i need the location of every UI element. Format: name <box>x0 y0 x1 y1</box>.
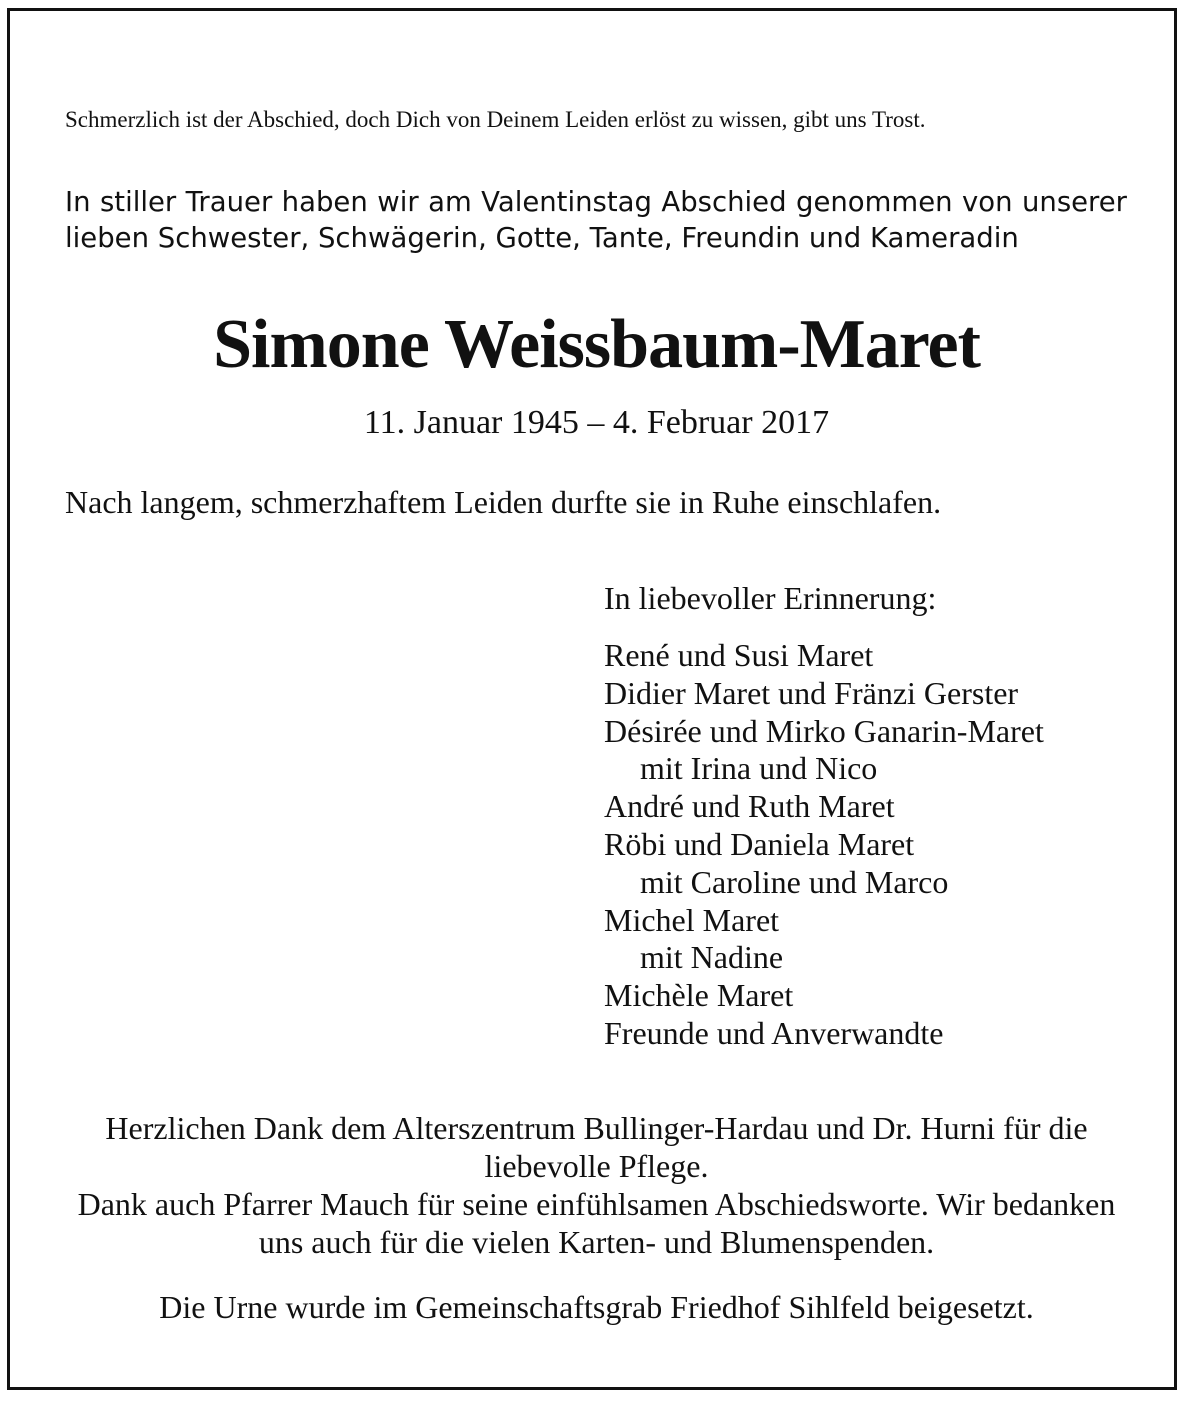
passing-statement: Nach langem, schmerzhaftem Leiden durfte sie in Ruhe einschlafen. <box>65 484 942 520</box>
mourner-entry-children: mit Nadine <box>640 939 784 976</box>
mourners-list <box>604 637 1044 1053</box>
thanks-care: Herzlichen Dank dem Alterszentrum Bullinger-Hardau und Dr. Hurni für die liebevolle Pflege. <box>105 1110 1088 1184</box>
mourner-entry-children: mit Irina und Nico <box>640 750 878 787</box>
mourner-entry: André und Ruth Maret <box>604 788 895 825</box>
mourner-entry: Didier Maret und Fränzi Gerster <box>604 674 1019 711</box>
memory-label: In liebevoller Erinnerung: <box>604 580 937 616</box>
mourner-entry: Röbi und Daniela Maret <box>604 825 915 862</box>
life-dates: 11. Januar 1945 – 4. Februar 2017 <box>363 404 830 441</box>
intro-paragraph: In stiller Trauer haben wir am Valentinstag Abschied genommen von unserer lieben Schwester, Schwägerin, Gotte, Tante, Freundin und Kameradin <box>65 186 1127 254</box>
thanks-block <box>60 1109 1133 1261</box>
mourner-entry: Michel Maret <box>604 901 780 938</box>
mourner-entry: Michèle Maret <box>604 977 794 1014</box>
mourner-entry: René und Susi Maret <box>604 637 874 673</box>
mourner-entry-children: mit Caroline und Marco <box>640 863 949 900</box>
motto-line: Schmerzlich ist der Abschied, doch Dich von Deinem Leiden erlöst zu wissen, gibt uns Trost. <box>65 107 926 132</box>
mourner-entry: Désirée und Mirko Ganarin-Maret <box>604 712 1044 749</box>
mourner-entry: Freunde und Anverwandte <box>604 1014 944 1051</box>
thanks-pastor: Dank auch Pfarrer Mauch für seine einfühlsamen Abschiedsworte. Wir bedanken uns auch für die vielen Karten- und Blumenspenden. <box>77 1186 1116 1260</box>
burial-note: Die Urne wurde im Gemeinschaftsgrab Friedhof Sihlfeld beigesetzt. <box>159 1289 1034 1325</box>
deceased-name: Simone Weissbaum-Maret <box>213 306 980 383</box>
